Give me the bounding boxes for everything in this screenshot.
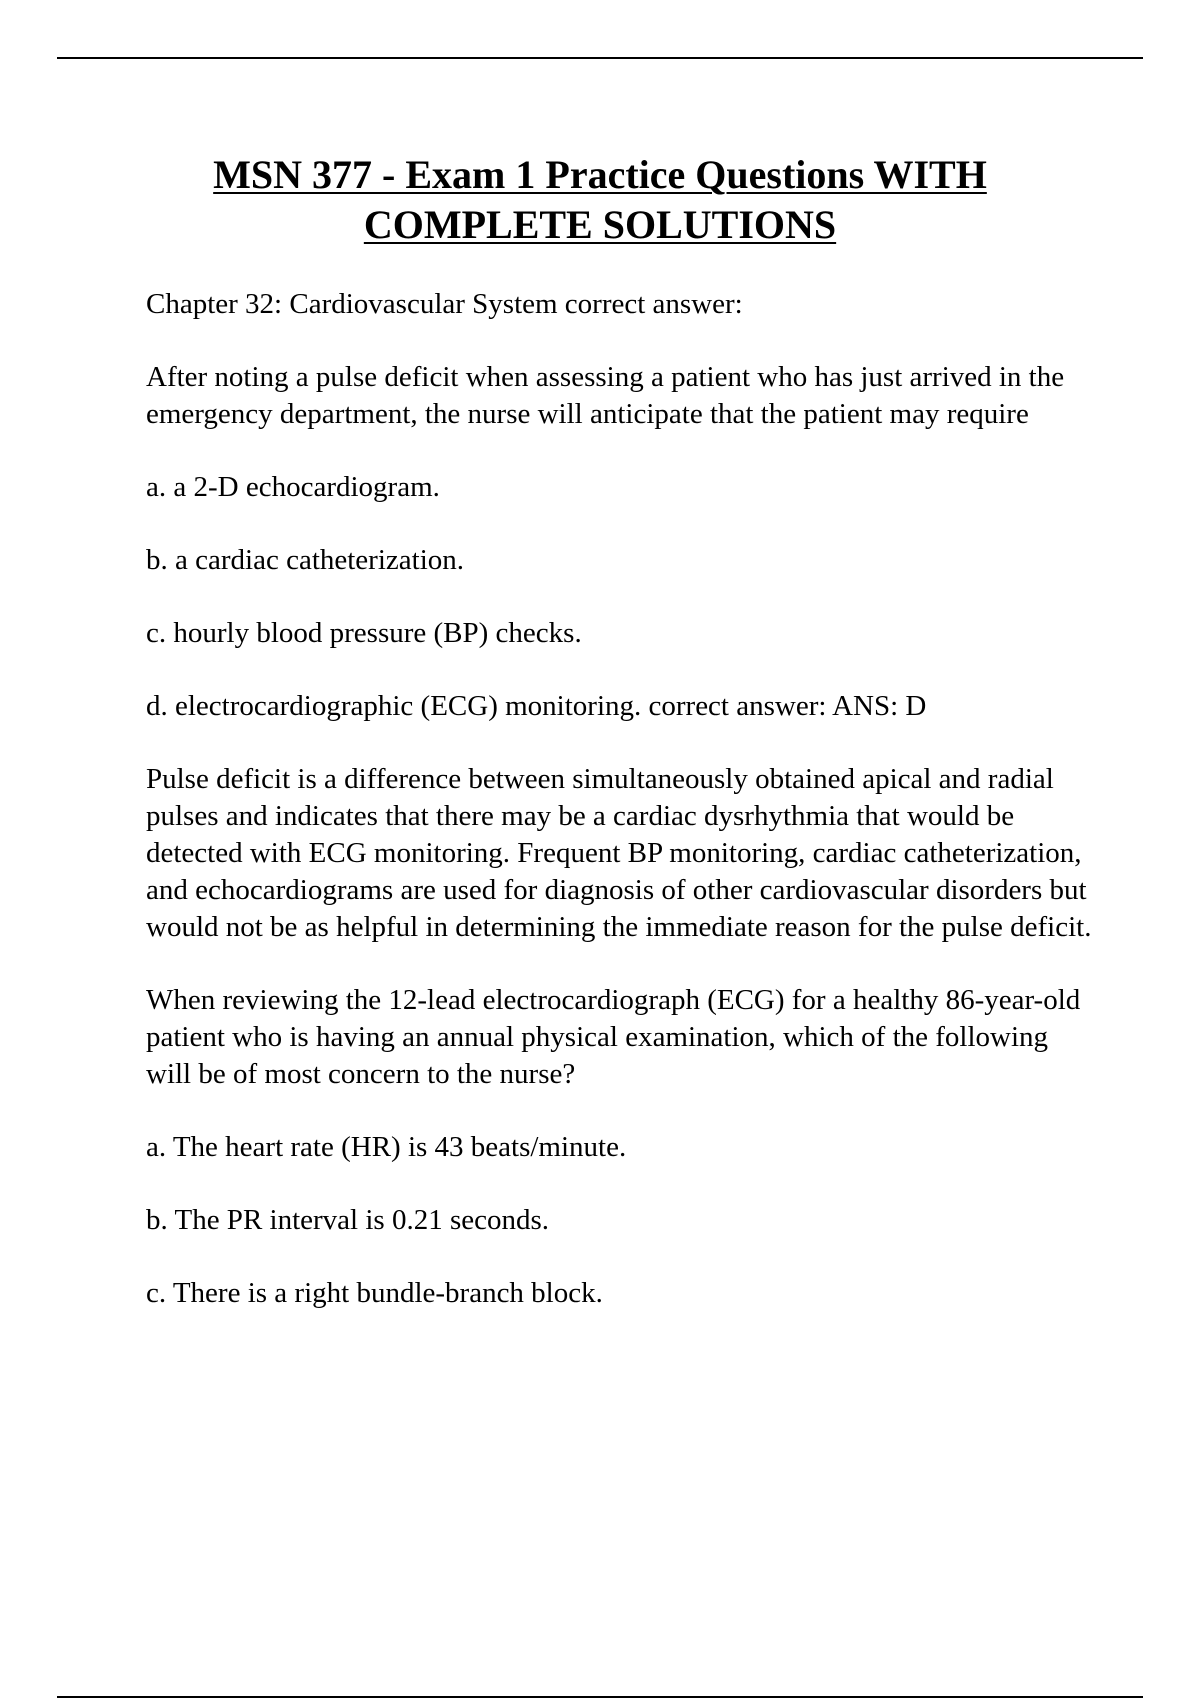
question-2-option-b: b. The PR interval is 0.21 seconds. (146, 1204, 550, 1236)
question-2-option-c: c. There is a right bundle-branch block. (146, 1277, 603, 1309)
question-1-stem: After noting a pulse deficit when assessing a patient who has just arrived in the emergency department, the nurse will anticipate that the patient may require (146, 361, 1065, 430)
chapter-heading: Chapter 32: Cardiovascular System correct answer: (146, 288, 743, 320)
question-2-stem: When reviewing the 12-lead electrocardiograph (ECG) for a healthy 86-year-old patient who is having an annual physical examination, which of the following will be of most concern to the nurse? (146, 984, 1081, 1090)
question-1-option-c: c. hourly blood pressure (BP) checks. (146, 617, 582, 649)
title-line-1: MSN 377 - Exam 1 Practice Questions WITH (213, 152, 987, 197)
question-1-option-d: d. electrocardiographic (ECG) monitoring. correct answer: ANS: D (146, 690, 927, 722)
document-body (146, 286, 1096, 1348)
title-line-2: COMPLETE SOLUTIONS (363, 202, 837, 247)
question-1-option-b: b. a cardiac catheterization. (146, 544, 464, 576)
question-2-option-a: a. The heart rate (HR) is 43 beats/minute. (146, 1131, 627, 1163)
document-title (100, 150, 1100, 250)
bottom-rule (57, 1696, 1143, 1698)
question-1-option-a: a. a 2-D echocardiogram. (146, 471, 440, 503)
question-1-rationale: Pulse deficit is a difference between simultaneously obtained apical and radial pulses and indicates that there may be a cardiac dysrhythmia that would be detected with ECG monitoring. Frequent BP monitoring, cardiac catheterization, and echocardiograms are used for diagnosis of other cardiovascular disorders but would not be as helpful in determining the immediate reason for the pulse deficit. (146, 763, 1092, 943)
top-rule (57, 57, 1143, 59)
